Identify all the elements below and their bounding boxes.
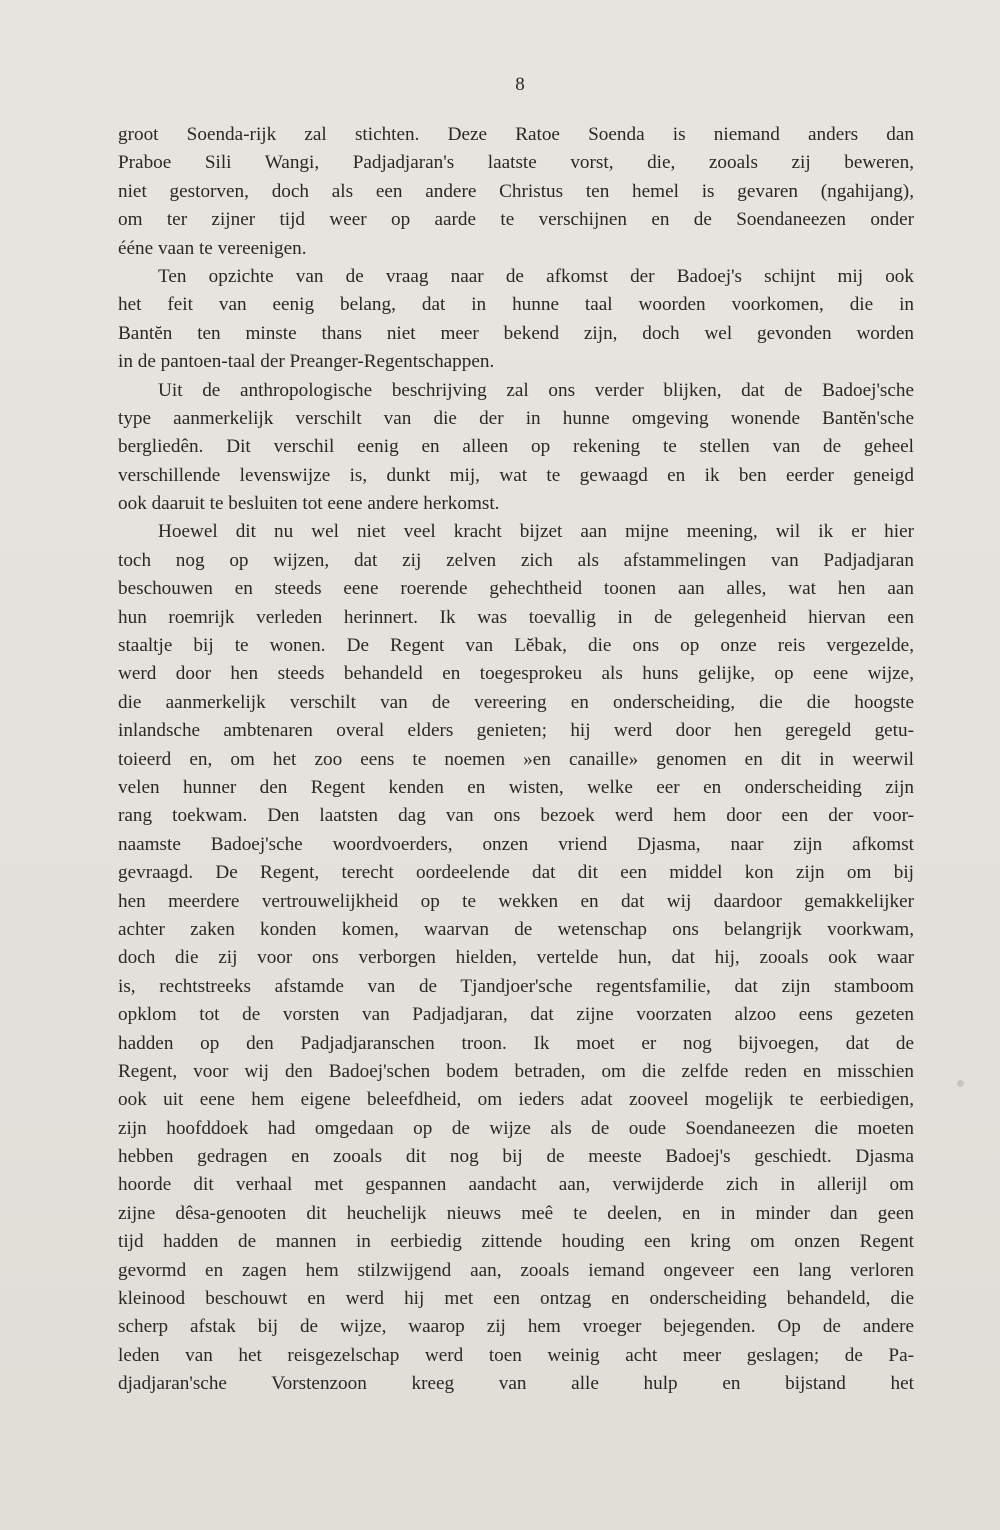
text-line: scherp afstak bij de wijze, waarop zij hem vroeger bejegenden. Op de andere [118, 1316, 914, 1338]
text-line: Ten opzichte van de vraag naar de afkomst der Badoej's schijnt mij ook [158, 265, 914, 287]
text-line: Praboe Sili Wangi, Padjadjaran's laatste vorst, die, zooals zij beweren, [118, 152, 914, 174]
paper-spot [957, 1080, 964, 1087]
text-line: toieerd en, om het zoo eens te noemen »en canaille» genomen en dit in weerwil [118, 748, 914, 770]
text-line: ook uit eene hem eigene beleefdheid, om ieders adat zooveel mogelijk te eerbiedigen, [118, 1089, 914, 1111]
text-line: doch die zij voor ons verborgen hielden, vertelde hun, dat hij, zooals ook waar [118, 947, 914, 969]
text-line: hoorde dit verhaal met gespannen aandacht aan, verwijderde zich in allerijl om [118, 1174, 914, 1196]
text-line: gevormd en zagen hem stilzwijgend aan, zooals iemand ongeveer een lang verloren [118, 1259, 914, 1281]
body-text [118, 121, 914, 1399]
text-line: kleinood beschouwt en werd hij met een ontzag en onderscheiding behandeld, die [118, 1288, 914, 1310]
text-line: djadjaran'sche Vorstenzoon kreeg van alle hulp en bijstand het [118, 1373, 914, 1395]
text-line: het feit van eenig belang, dat in hunne taal woorden voorkomen, die in [118, 294, 914, 316]
text-line: in de pantoen-taal der Preanger-Regentschappen. [118, 351, 495, 373]
text-line: rang toekwam. Den laatsten dag van ons bezoek werd hem door een der voor- [118, 805, 914, 827]
text-line: groot Soenda-rijk zal stichten. Deze Ratoe Soenda is niemand anders dan [118, 124, 914, 145]
text-line: Bantĕn ten minste thans niet meer bekend zijn, doch wel gevonden worden [118, 322, 914, 344]
text-line: niet gestorven, doch als een andere Christus ten hemel is gevaren (ngahijang), [118, 180, 914, 202]
text-line: leden van het reisgezelschap werd toen weinig acht meer geslagen; de Pa- [118, 1344, 914, 1366]
text-line: tijd hadden de mannen in eerbiedig zittende houding een kring om onzen Regent [118, 1231, 914, 1253]
text-line: ook daaruit te besluiten tot eene andere herkomst. [118, 493, 500, 515]
text-line: Uit de anthropologische beschrijving zal ons verder blijken, dat de Badoej'sche [158, 379, 914, 401]
text-line: zijn hoofddoek had omgedaan op de wijze als de oude Soendaneezen die moeten [118, 1117, 914, 1139]
text-line: werd door hen steeds behandeld en toegesprokeu als huns gelijke, op eene wijze, [118, 663, 914, 685]
text-line: ééne vaan te vereenigen. [118, 237, 307, 259]
text-line: gevraagd. De Regent, terecht oordeelende dat dit een middel kon zijn om bij [118, 862, 914, 884]
text-line: hadden op den Padjadjaranschen troon. Ik moet er nog bijvoegen, dat de [118, 1032, 914, 1054]
text-line: naamste Badoej'sche woordvoerders, onzen vriend Djasma, naar zijn afkomst [118, 833, 914, 855]
text-line: zijne dêsa-genooten dit heuchelijk nieuws meê te deelen, en in minder dan geen [118, 1202, 914, 1224]
text-line: hen meerdere vertrouwelijkheid op te wekken en dat wij daardoor gemakkelijker [118, 890, 914, 912]
text-line: beschouwen en steeds eene roerende gehechtheid toonen aan alles, wat hen aan [118, 578, 914, 600]
text-line: hebben gedragen en zooals dit nog bij de meeste Badoej's geschiedt. Djasma [118, 1146, 914, 1168]
text-line: inlandsche ambtenaren overal elders genieten; hij werd door hen geregeld getu- [118, 720, 914, 742]
text-line: Regent, voor wij den Badoej'schen bodem betraden, om die zelfde reden en misschien [118, 1060, 914, 1082]
text-line: hun roemrijk verleden herinnert. Ik was toevallig in de gelegenheid hiervan een [118, 606, 914, 628]
text-line: toch nog op wijzen, dat zij zelven zich als afstammelingen van Padjadjaran [118, 549, 914, 571]
text-line: bergliedên. Dit verschil eenig en alleen op rekening te stellen van de geheel [118, 436, 914, 458]
page-number: 8 [515, 74, 525, 95]
text-line: type aanmerkelijk verschilt van die der in hunne omgeving wonende Bantĕn'sche [118, 407, 914, 429]
text-line: achter zaken konden komen, waarvan de wetenschap ons belangrijk voorkwam, [118, 918, 914, 940]
text-line: die aanmerkelijk verschilt van de vereering en onderscheiding, die die hoogste [118, 691, 914, 713]
text-line: om ter zijner tijd weer op aarde te verschijnen en de Soendaneezen onder [118, 209, 914, 231]
text-line: verschillende levenswijze is, dunkt mij, wat te gewaagd en ik ben eerder geneigd [118, 464, 914, 486]
text-line: Hoewel dit nu wel niet veel kracht bijzet aan mijne meening, wil ik er hier [158, 521, 914, 543]
text-line: is, rechtstreeks afstamde van de Tjandjoer'sche regentsfamilie, dat zijn stamboom [118, 975, 914, 997]
text-line: staaltje bij te wonen. De Regent van Lĕbak, die ons op onze reis vergezelde, [118, 635, 914, 657]
text-line: velen hunner den Regent kenden en wisten, welke eer en onderscheiding zijn [118, 776, 914, 798]
text-line: opklom tot de vorsten van Padjadjaran, dat zijne voorzaten alzoo eens gezeten [118, 1004, 914, 1026]
